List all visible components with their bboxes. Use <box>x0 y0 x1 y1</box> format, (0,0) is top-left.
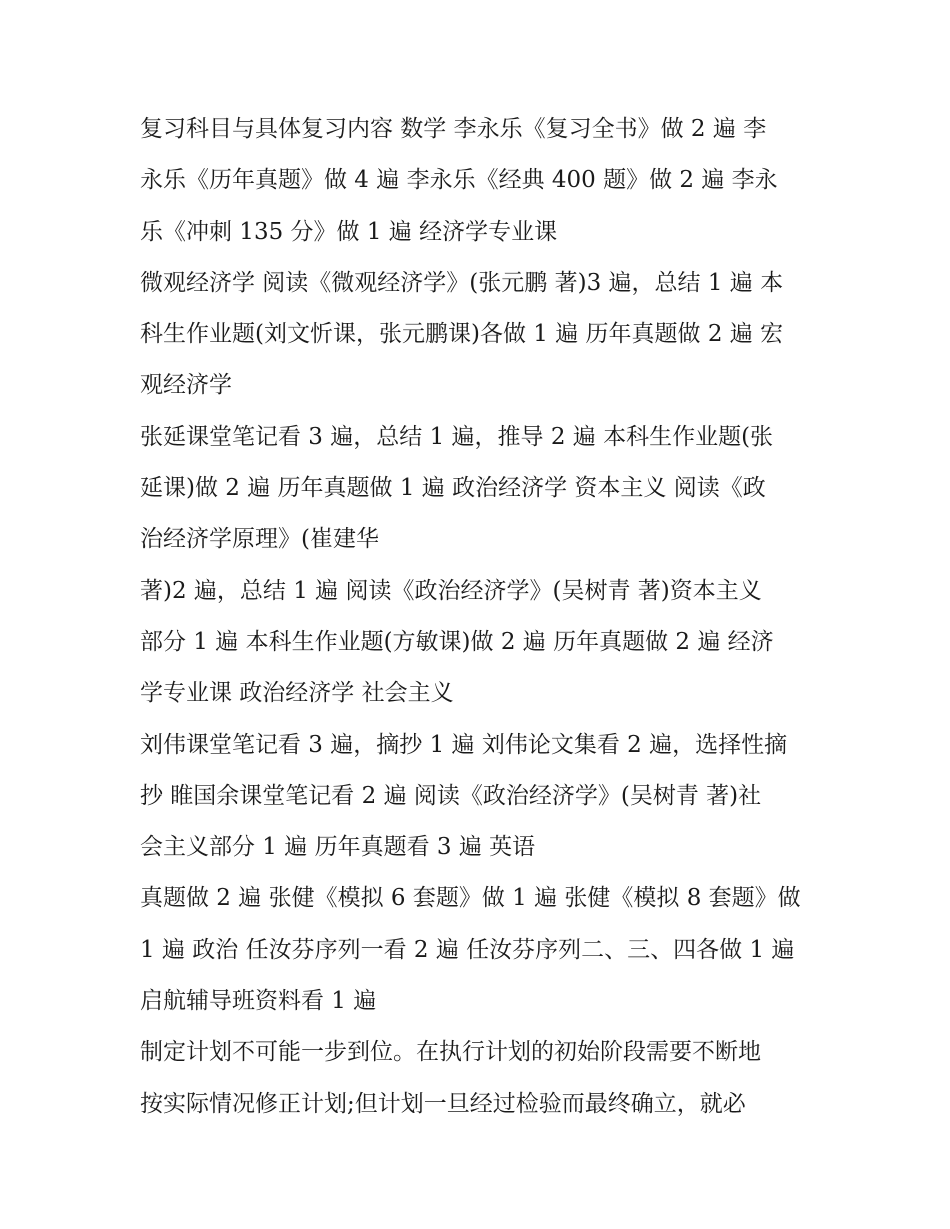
text-line: 真题做 2 遍 张健《模拟 6 套题》做 1 遍 张健《模拟 8 套题》做 <box>140 885 801 912</box>
text-line: 制定计划不可能一步到位。在执行计划的初始阶段需要不断地 <box>140 1039 761 1066</box>
text-line: 学专业课 政治经济学 社会主义 <box>140 680 454 707</box>
text-line: 科生作业题(刘文忻课，张元鹏课)各做 1 遍 历年真题做 2 遍 宏 <box>140 321 784 348</box>
text-line: 治经济学原理》(崔建华 <box>140 526 379 553</box>
text-line: 部分 1 遍 本科生作业题(方敏课)做 2 遍 历年真题做 2 遍 经济 <box>140 628 774 655</box>
text-line: 张延课堂笔记看 3 遍，总结 1 遍，推导 2 遍 本科生作业题(张 <box>140 423 774 450</box>
text-line: 抄 睢国余课堂笔记看 2 遍 阅读《政治经济学》(吴树青 著)社 <box>140 782 762 809</box>
document-body <box>140 104 820 1130</box>
text-line: 著)2 遍，总结 1 遍 阅读《政治经济学》(吴树青 著)资本主义 <box>140 577 762 604</box>
text-line: 观经济学 <box>140 372 232 399</box>
text-line: 会主义部分 1 遍 历年真题看 3 遍 英语 <box>140 834 536 861</box>
text-line: 延课)做 2 遍 历年真题做 1 遍 政治经济学 资本主义 阅读《政 <box>140 475 766 502</box>
text-line: 微观经济学 阅读《微观经济学》(张元鹏 著)3 遍，总结 1 遍 本 <box>140 269 784 296</box>
text-line: 按实际情况修正计划;但计划一旦经过检验而最终确立，就必 <box>140 1090 746 1117</box>
text-line: 永乐《历年真题》做 4 遍 李永乐《经典 400 题》做 2 遍 李永 <box>140 167 778 194</box>
text-line: 刘伟课堂笔记看 3 遍，摘抄 1 遍 刘伟论文集看 2 遍，选择性摘 <box>140 731 788 758</box>
text-line: 启航辅导班资料看 1 遍 <box>140 988 377 1015</box>
text-line: 乐《冲刺 135 分》做 1 遍 经济学专业课 <box>140 218 558 245</box>
text-line: 1 遍 政治 任汝芬序列一看 2 遍 任汝芬序列二、三、四各做 1 遍 <box>140 936 795 963</box>
text-line: 复习科目与具体复习内容 数学 李永乐《复习全书》做 2 遍 李 <box>140 116 767 142</box>
